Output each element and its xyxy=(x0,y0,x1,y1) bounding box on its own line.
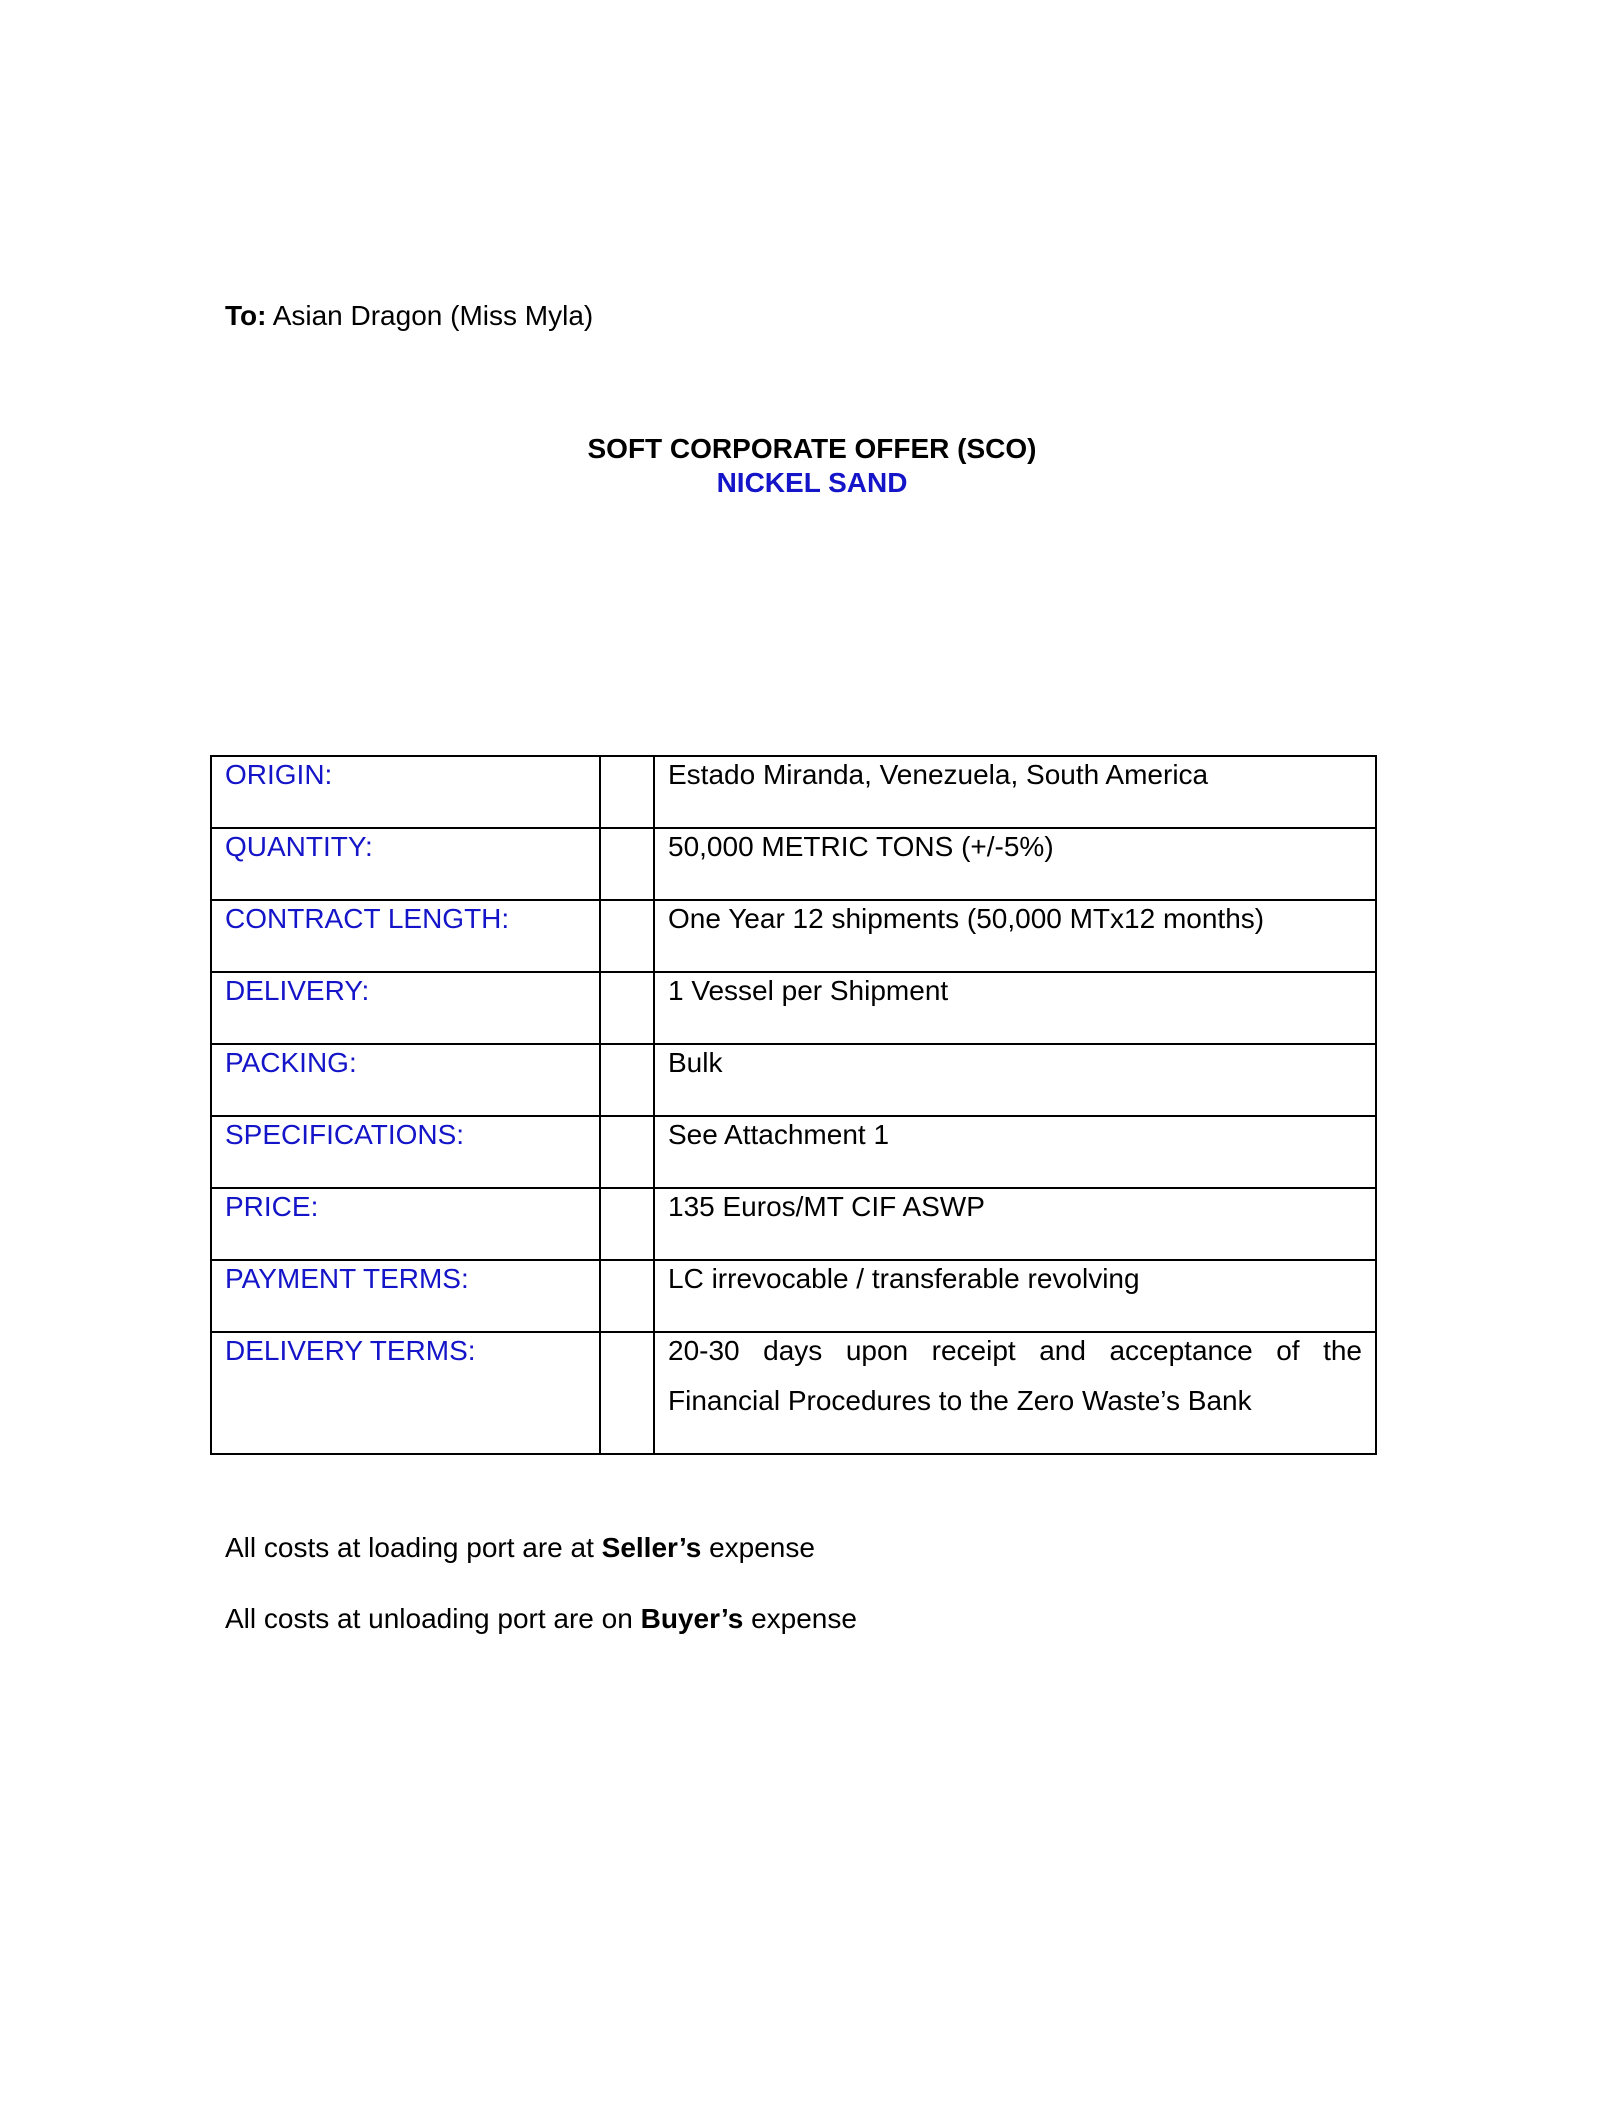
recipient-name: Asian Dragon (Miss Myla) xyxy=(272,300,594,331)
row-value: Estado Miranda, Venezuela, South America xyxy=(654,756,1376,828)
table-row-price xyxy=(211,1188,1376,1260)
row-label: PAYMENT TERMS: xyxy=(211,1260,600,1332)
table-row-delivery xyxy=(211,972,1376,1044)
spacer-cell xyxy=(600,1044,654,1116)
spacer-cell xyxy=(600,1332,654,1454)
spacer-cell xyxy=(600,1260,654,1332)
document-title: SOFT CORPORATE OFFER (SCO) xyxy=(587,433,1037,464)
row-value: 135 Euros/MT CIF ASWP xyxy=(654,1188,1376,1260)
document-subtitle: NICKEL SAND xyxy=(716,467,908,498)
spacer-cell xyxy=(600,1116,654,1188)
row-value: One Year 12 shipments (50,000 MTx12 months) xyxy=(654,900,1376,972)
document-title-block xyxy=(0,432,1624,500)
row-value: 1 Vessel per Shipment xyxy=(654,972,1376,1044)
row-value: LC irrevocable / transferable revolving xyxy=(654,1260,1376,1332)
unloading-costs-suffix: expense xyxy=(751,1603,857,1634)
unloading-costs-prefix: All costs at unloading port are on xyxy=(225,1603,633,1634)
table-row-packing xyxy=(211,1044,1376,1116)
loading-costs-note xyxy=(225,1530,815,1566)
unloading-costs-party: Buyer’s xyxy=(640,1603,744,1634)
offer-terms-table xyxy=(210,755,1377,1455)
unloading-costs-note xyxy=(225,1601,857,1637)
row-label: SPECIFICATIONS: xyxy=(211,1116,600,1188)
spacer-cell xyxy=(600,828,654,900)
spacer-cell xyxy=(600,756,654,828)
recipient-label: To: xyxy=(225,300,267,331)
row-value: 50,000 METRIC TONS (+/-5%) xyxy=(654,828,1376,900)
spacer-cell xyxy=(600,972,654,1044)
row-label: DELIVERY TERMS: xyxy=(211,1332,600,1454)
row-label: CONTRACT LENGTH: xyxy=(211,900,600,972)
row-label: PACKING: xyxy=(211,1044,600,1116)
table-row-specifications xyxy=(211,1116,1376,1188)
row-value: Bulk xyxy=(654,1044,1376,1116)
loading-costs-party: Seller’s xyxy=(601,1532,702,1563)
row-label: ORIGIN: xyxy=(211,756,600,828)
loading-costs-suffix: expense xyxy=(709,1532,815,1563)
table-row-delivery-terms xyxy=(211,1332,1376,1454)
row-label: QUANTITY: xyxy=(211,828,600,900)
row-label: DELIVERY: xyxy=(211,972,600,1044)
table-row-contract-length xyxy=(211,900,1376,972)
table-row-quantity xyxy=(211,828,1376,900)
recipient-line xyxy=(225,298,593,334)
row-value: See Attachment 1 xyxy=(654,1116,1376,1188)
spacer-cell xyxy=(600,900,654,972)
table-row-origin xyxy=(211,756,1376,828)
table-row-payment-terms xyxy=(211,1260,1376,1332)
spacer-cell xyxy=(600,1188,654,1260)
row-label: PRICE: xyxy=(211,1188,600,1260)
loading-costs-prefix: All costs at loading port are at xyxy=(225,1532,594,1563)
row-value: 20-30 days upon receipt and acceptance of the Financial Procedures to the Zero Waste’s Bank xyxy=(654,1332,1376,1454)
